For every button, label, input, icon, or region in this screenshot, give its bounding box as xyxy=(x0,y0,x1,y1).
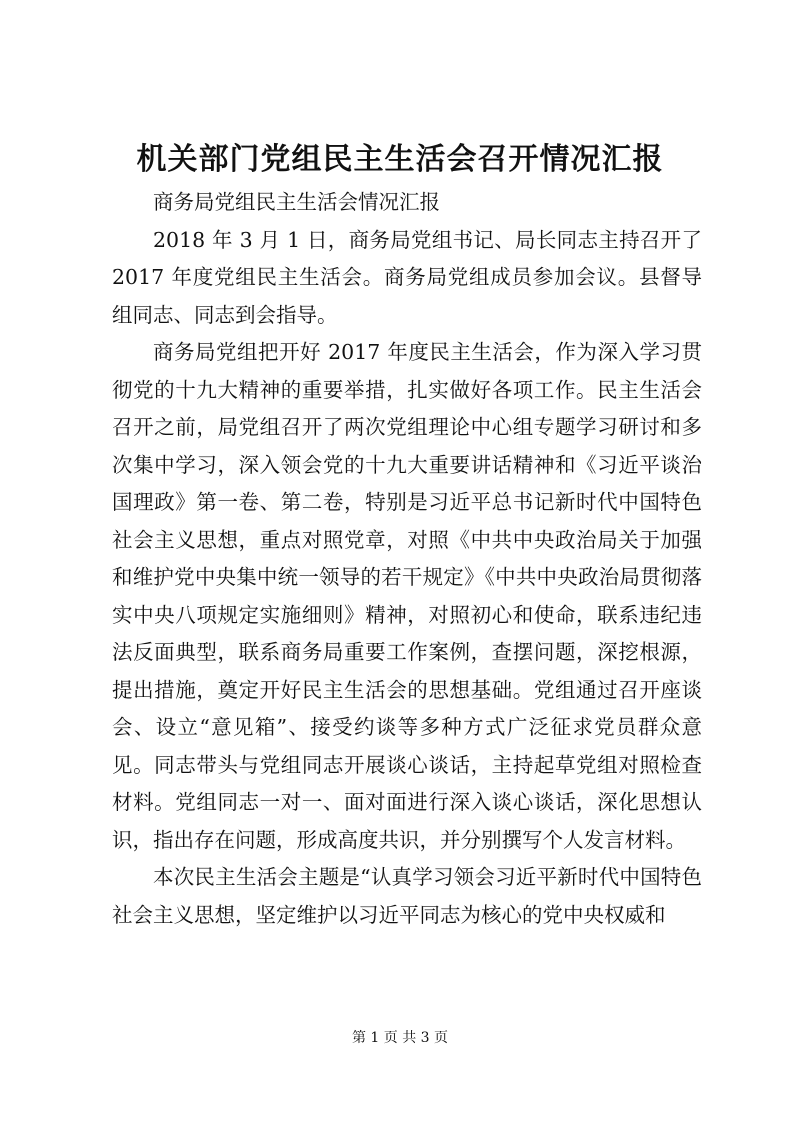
document-body xyxy=(112,184,702,934)
subtitle-paragraph: 商务局党组民主生活会情况汇报 xyxy=(153,190,440,214)
document-title: 机关部门党组民主生活会召开情况汇报 xyxy=(136,142,664,177)
body-paragraph: 商务局党组把开好 2017 年度民主生活会，作为深入学习贯彻党的十九大精神的重要举措，扎实做好各项工作。民主生活会召开之前，局党组召开了两次党组理论中心组专题学习研讨和多次集中学习，深入领会党的十九大重要讲话精神和《习近平谈治国理政》第一卷、第二卷，特别是习近平总书记新时代中国特色社会主义思想，重点对照党章，对照《中共中央政治局关于加强和维护党中央集中统一领导的若干规定》《中共中央政治局贯彻落实中央八项规定实施细则》精神，对照初心和使命，联系违纪违法反面典型，联系商务局重要工作案例，查摆问题，深挖根源，提出措施，奠定开好民主生活会的思想基础。党组通过召开座谈会、设立“意见箱”、接受约谈等多种方式广泛征求党员群众意见。同志带头与党组同志开展谈心谈话，主持起草党组对照检查材料。党组同志一对一、面对面进行深入谈心谈话，深化思想认识，指出存在问题，形成高度共识，并分别撰写个人发言材料。 xyxy=(112,340,702,852)
body-paragraph: 本次民主生活会主题是“认真学习领会习近平新时代中国特色社会主义思想，坚定维护以习近平同志为核心的党中央权威和 xyxy=(112,865,702,927)
body-paragraph: 2018 年 3 月 1 日，商务局党组书记、局长同志主持召开了 2017 年度党组民主生活会。商务局党组成员参加会议。县督导组同志、同志到会指导。 xyxy=(112,227,702,327)
page-number-footer: 第 1 页 共 3 页 xyxy=(351,1030,449,1046)
